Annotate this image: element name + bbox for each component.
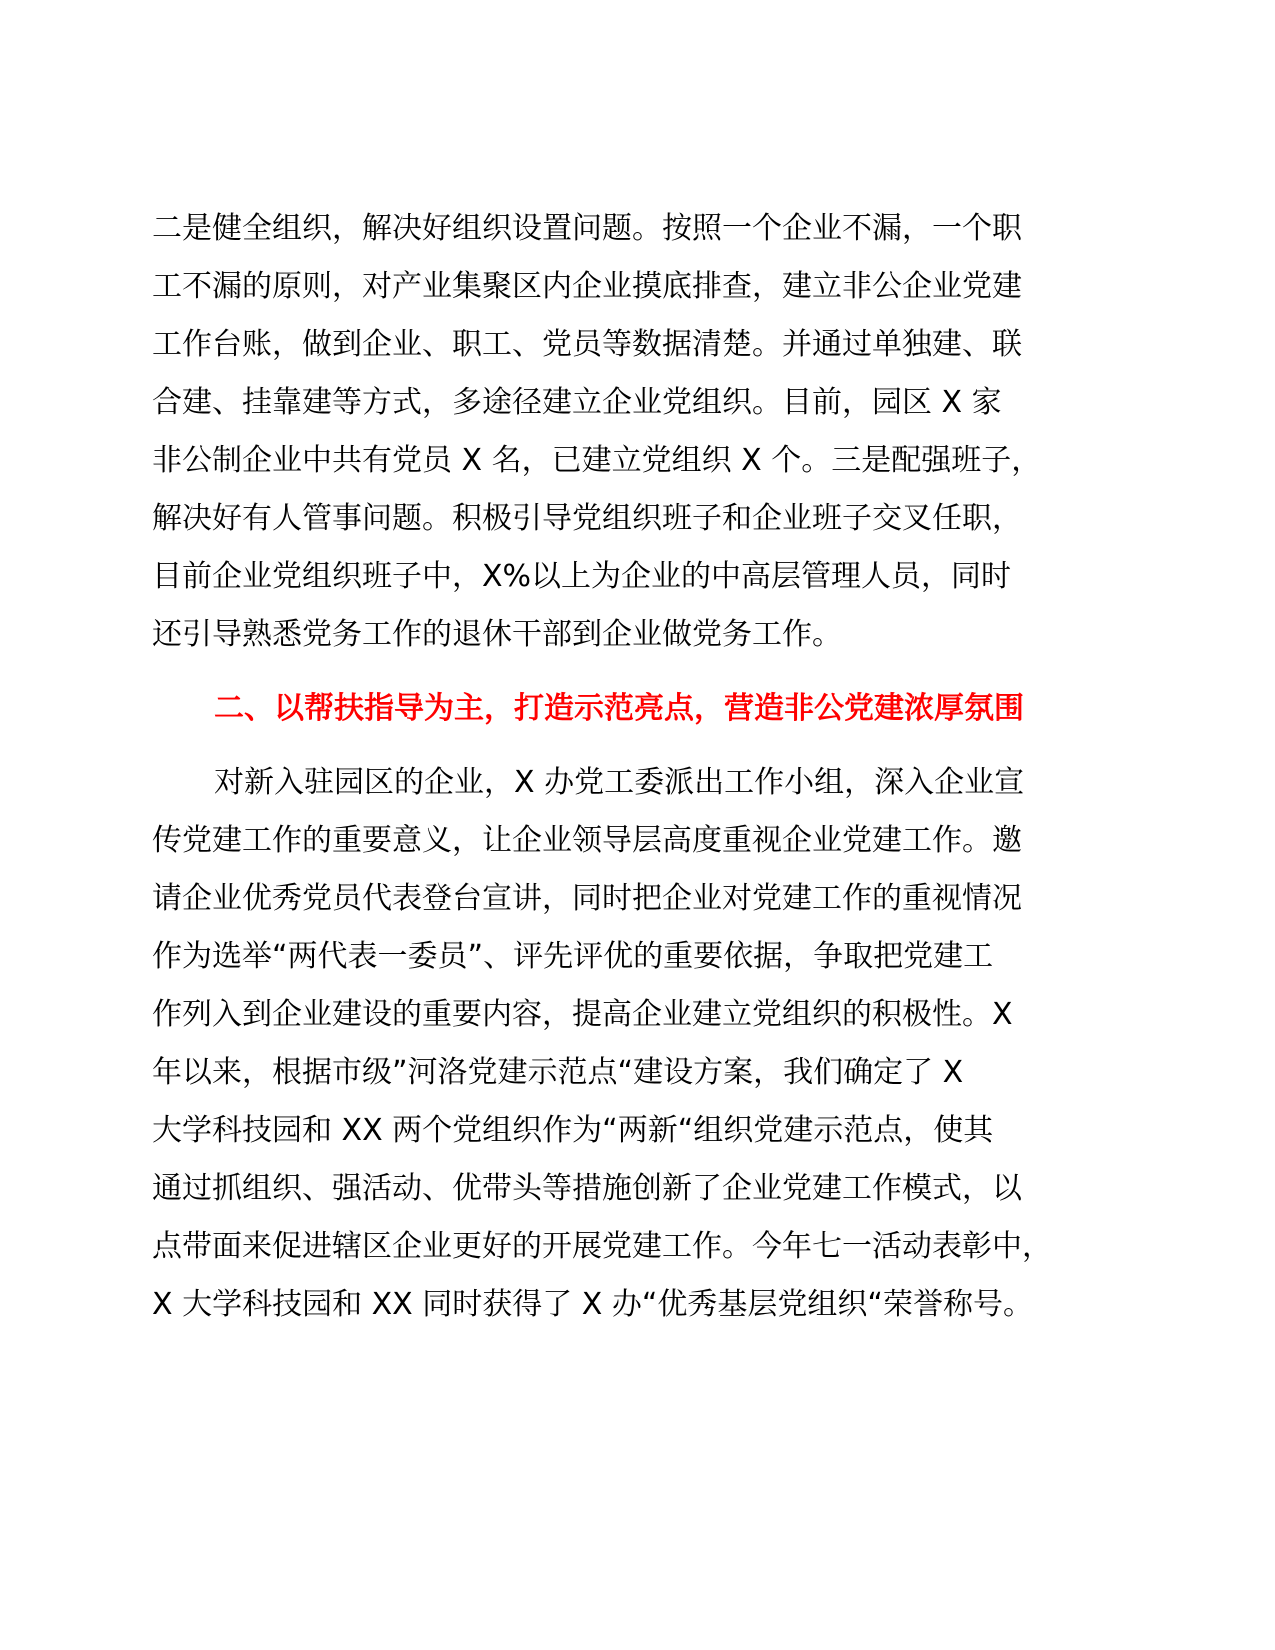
text-line: 点带面来促进辖区企业更好的开展党建工作。今年七一活动表彰中， <box>152 1229 1052 1264</box>
text-line: 非公制企业中共有党员 X 名，已建立党组织 X 个。三是配强班子， <box>152 443 1042 478</box>
text-line: 工不漏的原则，对产业集聚区内企业摸底排查，建立非公企业党建 <box>152 269 1022 304</box>
text-line: 传党建工作的重要意义，让企业领导层高度重视企业党建工作。邀 <box>152 823 1022 858</box>
paragraph-organization <box>152 200 1132 664</box>
text-line: 作列入到企业建设的重要内容，提高企业建立党组织的积极性。X <box>152 997 1013 1032</box>
section-heading: 二、以帮扶指导为主，打造示范亮点，营造非公党建浓厚氛围 <box>214 691 1024 726</box>
text-line: 对新入驻园区的企业，X 办党工委派出工作小组，深入企业宣 <box>214 765 1025 800</box>
text-line: 解决好有人管事问题。积极引导党组织班子和企业班子交叉任职， <box>152 501 1022 536</box>
text-line: 作为选举“两代表一委员”、评先评优的重要依据，争取把党建工 <box>152 939 994 974</box>
text-line: 目前企业党组织班子中，X%以上为企业的中高层管理人员，同时 <box>152 559 1012 594</box>
text-line: 年以来，根据市级”河洛党建示范点“建设方案，我们确定了 X <box>152 1055 964 1090</box>
text-line: 大学科技园和 XX 两个党组织作为“两新“组织党建示范点，使其 <box>152 1113 994 1148</box>
text-line: 通过抓组织、强活动、优带头等措施创新了企业党建工作模式，以 <box>152 1171 1022 1206</box>
text-line: 请企业优秀党员代表登台宣讲，同时把企业对党建工作的重视情况 <box>152 881 1022 916</box>
text-line: X 大学科技园和 XX 同时获得了 X 办“优秀基层党组织“荣誉称号。 <box>152 1287 1033 1322</box>
document-body <box>152 200 1132 1334</box>
paragraph-demonstration <box>152 754 1132 1334</box>
text-line: 工作台账，做到企业、职工、党员等数据清楚。并通过单独建、联 <box>152 327 1022 362</box>
text-line: 合建、挂靠建等方式，多途径建立企业党组织。目前，园区 X 家 <box>152 385 1002 420</box>
text-line: 二是健全组织，解决好组织设置问题。按照一个企业不漏，一个职 <box>152 211 1022 246</box>
text-line: 还引导熟悉党务工作的退休干部到企业做党务工作。 <box>152 617 842 652</box>
